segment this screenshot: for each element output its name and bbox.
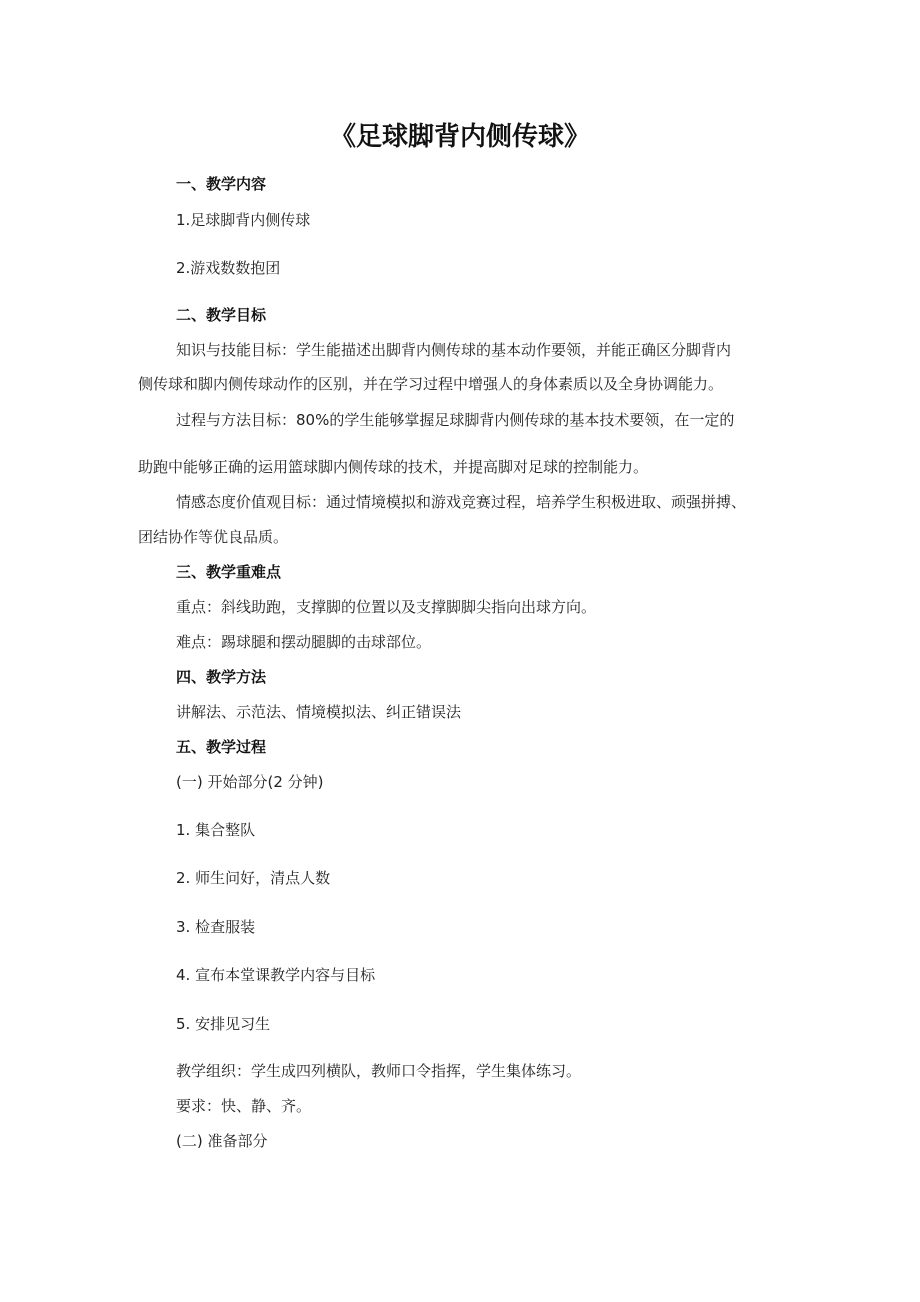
content-item-2: 2.游戏数数抱团 xyxy=(176,259,281,277)
section-heading-key-points: 三、教学重难点 xyxy=(176,563,282,581)
organization-text: 教学组织：学生成四列横队，教师口令指挥，学生集体练习。 xyxy=(176,1062,582,1080)
goal-knowledge-line-1: 知识与技能目标：学生能描述出脚背内侧传球的基本动作要领，并能正确区分脚背内 xyxy=(176,341,732,359)
section-heading-methods: 四、教学方法 xyxy=(176,668,267,686)
goal-attitude-line-1: 情感态度价值观目标：通过情境模拟和游戏竞赛过程，培养学生积极进取、顽强拼搏、 xyxy=(176,493,747,511)
process-step-3: 3. 检查服装 xyxy=(176,918,256,936)
process-step-2: 2. 师生问好，清点人数 xyxy=(176,869,331,887)
section-heading-goals: 二、教学目标 xyxy=(176,306,267,324)
key-point-text: 重点：斜线助跑，支撑脚的位置以及支撑脚脚尖指向出球方向。 xyxy=(176,598,597,616)
section-heading-content: 一、教学内容 xyxy=(176,175,267,193)
requirement-text: 要求：快、静、齐。 xyxy=(176,1097,312,1115)
goal-process-line-1: 过程与方法目标：80%的学生能够掌握足球脚背内侧传球的基本技术要领，在一定的 xyxy=(176,411,735,429)
goal-knowledge-line-2: 侧传球和脚内侧传球动作的区别，并在学习过程中增强人的身体素质以及全身协调能力。 xyxy=(138,375,724,393)
process-step-5: 5. 安排见习生 xyxy=(176,1015,271,1033)
section-heading-process: 五、教学过程 xyxy=(176,738,267,756)
methods-text: 讲解法、示范法、情境模拟法、纠正错误法 xyxy=(176,703,462,721)
difficulty-text: 难点：踢球腿和摆动腿脚的击球部位。 xyxy=(176,633,432,651)
part-start-heading: (一) 开始部分(2 分钟) xyxy=(176,773,324,791)
goal-process-line-2: 助跑中能够正确的运用篮球脚内侧传球的技术，并提高脚对足球的控制能力。 xyxy=(138,458,649,476)
process-step-1: 1. 集合整队 xyxy=(176,821,256,839)
part-prep-heading: (二) 准备部分 xyxy=(176,1132,268,1150)
process-step-4: 4. 宣布本堂课教学内容与目标 xyxy=(176,966,376,984)
goal-attitude-line-2: 团结协作等优良品质。 xyxy=(138,528,289,546)
content-item-1: 1.足球脚背内侧传球 xyxy=(176,211,311,229)
document-title: 《足球脚背内侧传球》 xyxy=(329,122,590,152)
